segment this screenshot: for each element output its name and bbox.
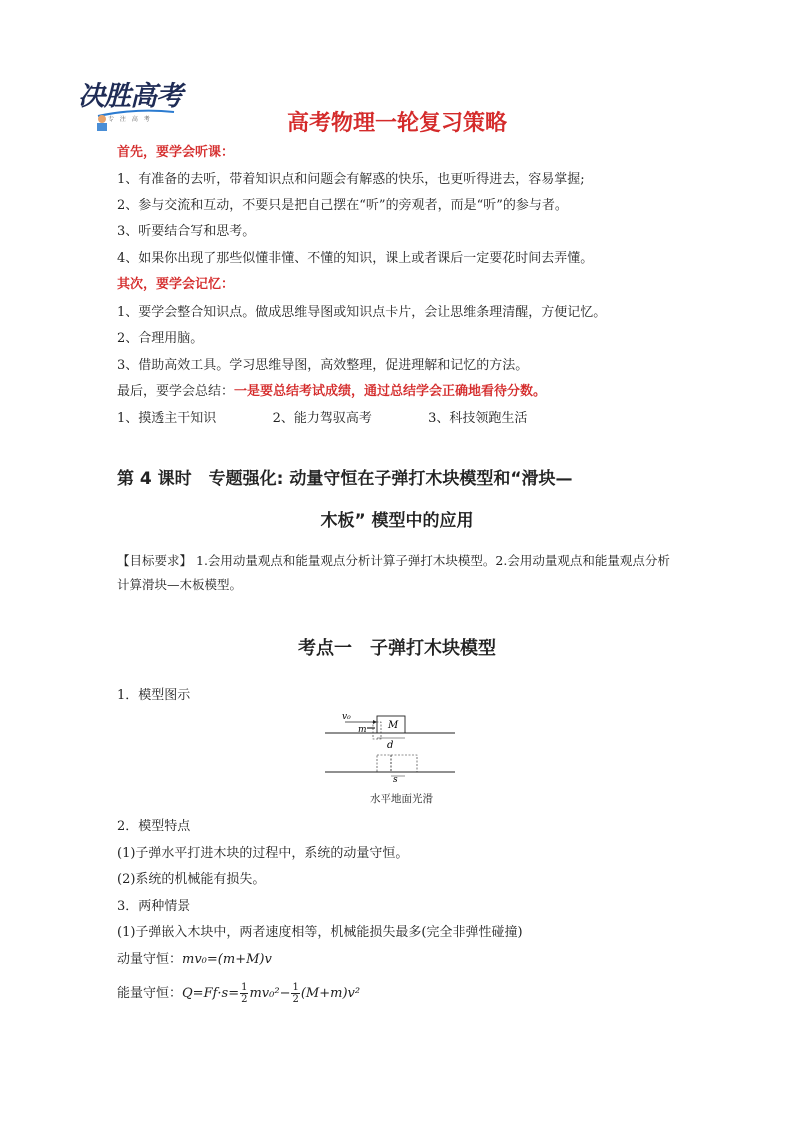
summary-line (117, 383, 546, 401)
goal-body: 1.会用动量观点和能量观点分析计算子弹打木块模型。2.会用动量观点和能量观点分析计算滑块—木板模型。 (117, 553, 670, 592)
logo-text: 决胜高考 (78, 81, 182, 112)
momentum-label: 动量守恒： (117, 952, 183, 967)
energy-equation (117, 980, 360, 1008)
summary-prefix: 最后，要学会总结： (117, 384, 235, 399)
bullet-block-diagram (325, 707, 465, 787)
M-label: M (388, 720, 399, 731)
fraction-half-1: $\frac{1}{2}$ (241, 982, 248, 1005)
item-model-features: 2．模型特点 (117, 819, 191, 834)
energy-term-2: (M+m)v² (300, 986, 361, 1001)
block-end-ghost (391, 755, 417, 772)
summary-item-2: 2、能力驾驭高考 (272, 411, 372, 426)
summary-items (117, 410, 527, 428)
summary-item-1: 1、摸透主干知识 (117, 411, 217, 426)
goal-text (117, 549, 682, 597)
feature-2: (2)系统的机械能有损失。 (117, 872, 266, 887)
d-label: d (387, 740, 394, 751)
listen-item-4: 4、如果你出现了那些似懂非懂、不懂的知识，课上或者课后一定要花时间去弄懂。 (117, 251, 594, 266)
feature-1: (1)子弹水平打进木块的过程中，系统的动量守恒。 (117, 846, 409, 861)
goal-label: 【目标要求】 (117, 553, 193, 568)
s-label: s (393, 775, 398, 785)
lesson-title-line1: 第 4 课时 专题强化: 动量守恒在子弹打木块模型和“滑块— (117, 469, 573, 489)
summary-highlight: 一是要总结考试成绩，通过总结学会正确地看待分数。 (234, 384, 547, 399)
v0-label: v₀ (342, 712, 351, 722)
section-title: 考点一 子弹打木块模型 (298, 638, 496, 659)
page-title: 高考物理一轮复习策略 (286, 111, 507, 136)
case-1: (1)子弹嵌入木块中，两者速度相等，机械能损失最多(完全非弹性碰撞) (117, 925, 523, 940)
item-model-figure: 1．模型图示 (117, 688, 191, 703)
memory-item-3: 3、借助高效工具。学习思维导图，高效整理，促进理解和记忆的方法。 (117, 358, 529, 373)
energy-lhs: Q=Ff·s= (182, 986, 240, 1001)
memory-item-2: 2、合理用脑。 (117, 331, 204, 346)
momentum-equation (117, 951, 272, 969)
listen-item-1: 1、有准备的去听，带着知识点和问题会有解惑的快乐，也更听得进去，容易掌握; (117, 172, 585, 187)
memory-item-1: 1、要学会整合知识点。做成思维导图或知识点卡片，会让思维条理清醒，方便记忆。 (117, 305, 607, 320)
item-two-cases: 3．两种情景 (117, 899, 191, 914)
energy-label: 能量守恒： (117, 986, 183, 1001)
fraction-half-2: $\frac{1}{2}$ (292, 982, 299, 1005)
listen-item-2: 2、参与交流和互动，不要只是把自己摆在“听”的旁观者，而是“听”的参与者。 (117, 198, 568, 213)
m-label: m (358, 725, 367, 735)
block-start-ghost (377, 755, 391, 772)
energy-term-1: mv₀²− (249, 986, 291, 1001)
listen-heading: 首先，要学会听课： (117, 145, 235, 160)
logo-subtext: 专 注 高 考 (108, 116, 152, 123)
momentum-formula: mv₀=(m+M)v (182, 952, 272, 967)
lesson-title-line2: 木板” 模型中的应用 (320, 511, 474, 531)
memory-heading: 其次，要学会记忆： (117, 277, 235, 292)
figure-caption: 水平地面光滑 (370, 793, 433, 805)
summary-item-3: 3、科技领跑生活 (428, 411, 528, 426)
listen-item-3: 3、听要结合写和思考。 (117, 224, 256, 239)
